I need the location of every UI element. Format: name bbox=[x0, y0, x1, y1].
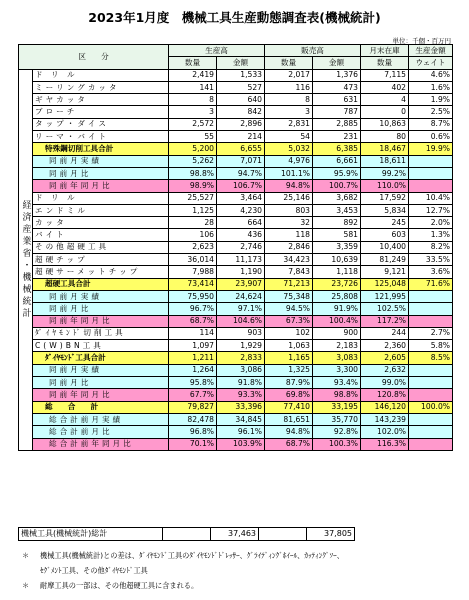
table-cell: 103.9% bbox=[217, 438, 265, 450]
table-row bbox=[19, 413, 453, 425]
grand-total-label: 機械工具(機械統計)総計 bbox=[19, 528, 163, 541]
row-label: 総合計前月実績 bbox=[33, 413, 169, 425]
table-cell: 2,896 bbox=[217, 118, 265, 130]
table-cell: 121,995 bbox=[361, 290, 409, 302]
table-cell: 73,414 bbox=[169, 278, 217, 290]
row-label: 総合計前年同月比 bbox=[33, 438, 169, 450]
table-row bbox=[19, 340, 453, 352]
table-cell: 106 bbox=[169, 229, 217, 241]
table-cell: 7,988 bbox=[169, 266, 217, 278]
header-sales: 販売高 bbox=[265, 45, 361, 57]
table-row bbox=[19, 266, 453, 278]
table-cell: 93.3% bbox=[217, 389, 265, 401]
table-cell: 2,846 bbox=[265, 241, 313, 253]
table-cell: 2.0% bbox=[409, 217, 453, 229]
table-cell: 3,464 bbox=[217, 192, 265, 204]
row-label: ﾀﾞｲﾔﾓﾝﾄﾞ切削工具 bbox=[33, 327, 169, 339]
table-cell: 640 bbox=[217, 94, 265, 106]
table-cell: 125,048 bbox=[361, 278, 409, 290]
table-row bbox=[19, 217, 453, 229]
table-cell: 87.9% bbox=[265, 377, 313, 389]
table-cell: 473 bbox=[313, 81, 361, 93]
table-cell: 1,125 bbox=[169, 204, 217, 216]
table-cell: 33,195 bbox=[313, 401, 361, 413]
table-row bbox=[19, 303, 453, 315]
table-cell: 106.7% bbox=[217, 180, 265, 192]
table-cell: 8.5% bbox=[409, 352, 453, 364]
row-label: 総合計前月比 bbox=[33, 426, 169, 438]
table-cell: 10,863 bbox=[361, 118, 409, 130]
row-label: ギヤカッタ bbox=[33, 94, 169, 106]
table-cell: 0 bbox=[361, 106, 409, 118]
table-cell: 23,907 bbox=[217, 278, 265, 290]
table-cell: 803 bbox=[265, 204, 313, 216]
table-cell: 1,533 bbox=[217, 69, 265, 81]
table-cell bbox=[409, 413, 453, 425]
table-cell bbox=[409, 438, 453, 450]
table-cell: 5,200 bbox=[169, 143, 217, 155]
row-label: ﾀﾞｲﾔﾓﾝﾄﾞ工具合計 bbox=[33, 352, 169, 364]
table-row bbox=[19, 278, 453, 290]
table-cell: 71.6% bbox=[409, 278, 453, 290]
row-label: カッタ bbox=[33, 217, 169, 229]
table-cell: 2,833 bbox=[217, 352, 265, 364]
table-cell: 1.9% bbox=[409, 94, 453, 106]
row-label: ブローチ bbox=[33, 106, 169, 118]
table-cell: 34,845 bbox=[217, 413, 265, 425]
table-cell: 19.9% bbox=[409, 143, 453, 155]
table-cell: 75,950 bbox=[169, 290, 217, 302]
table-row bbox=[19, 241, 453, 253]
table-cell: 143,239 bbox=[361, 413, 409, 425]
row-label: 同前月比 bbox=[33, 167, 169, 179]
grand-total-sales-amount: 37,805 bbox=[307, 528, 355, 541]
table-row bbox=[19, 81, 453, 93]
table-cell: 3,359 bbox=[313, 241, 361, 253]
table-cell: 3 bbox=[265, 106, 313, 118]
row-label: 同前月実績 bbox=[33, 155, 169, 167]
table-cell: 79,827 bbox=[169, 401, 217, 413]
table-cell: 527 bbox=[217, 81, 265, 93]
table-cell: 32 bbox=[265, 217, 313, 229]
table-cell: 5,032 bbox=[265, 143, 313, 155]
report-page: 2023年1月度 機械工具生産動態調査表(機械統計) 単位：千個・百万円 区 分 生産高 販売高 月末在庫 生産金額 数量 金額 数量 金額 数量 ウェイト 経済産業省・機械統計 ド リ ル 2,419 1,533 2,017 1,376 7,115 4.6% ミーリングカッタ 141 527 116 473 402 1.6% ギヤカッタ 8 640 8 631 4 1.9% ブローチ 3 842 3 787 0 2.5% タップ・ダイス 2,572 2,896 2,831 2,885 10,863 8.7% リーマ・バイト 55 214 54 231 80 0.6% 特殊鋼切削工具合計 5,200 6,655 5,032 6,385 18,467 19.9% 同前月実績 5,262 7,071 4,976 6,661 18,611 同前月比 98.8% 94.7% 101.1% 95.9% 99.2% 同前年同月比 98.9% 106.7% 94.8% 100.7% 110.0% ド リ ル 25,527 3,464 25,146 3,682 17,592 10.4% エンドミル 1,125 4,230 803 3,453 5,834 12.7% カッタ 28 664 32 892 245 2.0% バイト 106 436 118 581 603 1.3% その他超硬工具 2,623 2,746 2,846 3,359 10,400 8.2% 超硬チップ 36,014 11,173 34,423 10,639 81,249 33.5% 超硬サーメットチップ 7,988 1,190 7,843 1,118 9,121 3.6% 超硬工具合計 73,414 23,907 71,213 23,726 125,048 71.6% 同前月実績 75,950 24,624 75,348 25,808 121,995 同前月比 96.7% 97.1% 94.5% 91.9% 102.5% 同前年同月比 68.7% 104.6% 67.3% 100.4% 117.2% ﾀﾞｲﾔﾓﾝﾄﾞ切削工具 114 903 102 900 244 2.7% C(W)BN工具 1,097 1,929 1,063 2,183 2,360 5.8% ﾀﾞｲﾔﾓﾝﾄﾞ工具合計 1,211 2,833 1,165 3,083 2,605 8.5% 同前月実績 1,264 3,086 1,325 3,300 2,632 同前月比 95.8% 91.8% 87.9% 93.4% 99.0% 同前年同月比 67.7% 93.3% 69.8% 98.8% 120.8% 総 合 計 79,827 33,396 77,410 33,195 146,120 100.0% 総合計前月実績 82,478 34,845 81,651 35,770 143,239 総合計前月比 96.8% 96.1% 94.8% 92.8% 102.0% 総合計前年同月比 70.1% 103.9% 68.7% 100.3% 116.3% 機械工具(機械統計)総計 37,463 37,805 ＊ 機械工具(機械統計)との差は、ﾀﾞｲﾔﾓﾝﾄﾞ工具のﾀﾞｲﾔﾓﾝﾄﾞﾄﾞﾚｯｻｰ、ｸﾞﾗｲﾃﾞｨﾝｸﾞﾎｲｰﾙ、ｶｯﾃｨﾝｸﾞｿｰ、 ｾｸﾞﾒﾝﾄ工具、その他ﾀﾞｲﾔﾓﾝﾄﾞ工具 ＊ 耐摩工具の一部は、その他超硬工具に含まれる。 bbox=[0, 0, 469, 600]
table-cell: 0.6% bbox=[409, 131, 453, 143]
table-cell: 10.4% bbox=[409, 192, 453, 204]
table-cell: 81,651 bbox=[265, 413, 313, 425]
table-row bbox=[19, 426, 453, 438]
table-cell: 603 bbox=[361, 229, 409, 241]
table-cell: 94.5% bbox=[265, 303, 313, 315]
table-cell: 120.8% bbox=[361, 389, 409, 401]
table-cell: 146,120 bbox=[361, 401, 409, 413]
table-cell: 2,360 bbox=[361, 340, 409, 352]
table-cell: 6,385 bbox=[313, 143, 361, 155]
table-cell bbox=[409, 155, 453, 167]
table-cell: 903 bbox=[217, 327, 265, 339]
table-cell: 402 bbox=[361, 81, 409, 93]
row-label: ミーリングカッタ bbox=[33, 81, 169, 93]
header-inventory: 月末在庫 bbox=[361, 45, 409, 57]
table-row bbox=[19, 327, 453, 339]
table-cell: 5,834 bbox=[361, 204, 409, 216]
table-cell: 100.0% bbox=[409, 401, 453, 413]
table-row bbox=[19, 254, 453, 266]
table-cell: 100.7% bbox=[313, 180, 361, 192]
table-cell: 436 bbox=[217, 229, 265, 241]
row-label: 同前年同月比 bbox=[33, 389, 169, 401]
table-cell: 2.5% bbox=[409, 106, 453, 118]
table-cell: 4,976 bbox=[265, 155, 313, 167]
table-cell: 245 bbox=[361, 217, 409, 229]
row-label: リーマ・バイト bbox=[33, 131, 169, 143]
table-cell: 23,726 bbox=[313, 278, 361, 290]
row-label: 超硬チップ bbox=[33, 254, 169, 266]
table-cell: 11,173 bbox=[217, 254, 265, 266]
table-cell: 33.5% bbox=[409, 254, 453, 266]
header-weight: ウェイト bbox=[409, 57, 453, 69]
table-cell: 97.1% bbox=[217, 303, 265, 315]
table-cell: 5.8% bbox=[409, 340, 453, 352]
table-cell: 1,264 bbox=[169, 364, 217, 376]
table-row bbox=[19, 192, 453, 204]
table-cell bbox=[409, 303, 453, 315]
table-cell: 5,262 bbox=[169, 155, 217, 167]
table-cell: 8.2% bbox=[409, 241, 453, 253]
table-cell: 244 bbox=[361, 327, 409, 339]
row-label: ド リ ル bbox=[33, 69, 169, 81]
table-cell: 631 bbox=[313, 94, 361, 106]
table-cell: 7,115 bbox=[361, 69, 409, 81]
table-cell: 102.5% bbox=[361, 303, 409, 315]
table-row bbox=[19, 167, 453, 179]
table-cell: 3.6% bbox=[409, 266, 453, 278]
table-cell: 2,885 bbox=[313, 118, 361, 130]
table-cell: 1,929 bbox=[217, 340, 265, 352]
table-cell: 98.8% bbox=[169, 167, 217, 179]
table-cell: 1,063 bbox=[265, 340, 313, 352]
table-cell bbox=[409, 290, 453, 302]
table-cell: 1,325 bbox=[265, 364, 313, 376]
table-cell: 95.9% bbox=[313, 167, 361, 179]
header-qty: 数量 bbox=[361, 57, 409, 69]
header-weight-top: 生産金額 bbox=[409, 45, 453, 57]
side-label: 経済産業省・機械統計 bbox=[19, 69, 33, 450]
table-row bbox=[19, 204, 453, 216]
table-cell: 1,118 bbox=[313, 266, 361, 278]
table-row bbox=[19, 229, 453, 241]
row-label: 同前月比 bbox=[33, 377, 169, 389]
table-cell: 25,527 bbox=[169, 192, 217, 204]
table-cell: 96.7% bbox=[169, 303, 217, 315]
table-row bbox=[19, 389, 453, 401]
table-cell: 101.1% bbox=[265, 167, 313, 179]
table-row bbox=[19, 118, 453, 130]
table-row bbox=[19, 69, 453, 81]
row-label: 超硬工具合計 bbox=[33, 278, 169, 290]
table-cell bbox=[409, 180, 453, 192]
table-cell: 18,467 bbox=[361, 143, 409, 155]
row-label: ド リ ル bbox=[33, 192, 169, 204]
row-label: 同前年同月比 bbox=[33, 180, 169, 192]
table-cell: 110.0% bbox=[361, 180, 409, 192]
table-row bbox=[19, 131, 453, 143]
table-row bbox=[19, 352, 453, 364]
grand-total-table bbox=[18, 527, 355, 541]
row-label: C(W)BN工具 bbox=[33, 340, 169, 352]
table-cell: 2,183 bbox=[313, 340, 361, 352]
table-cell: 36,014 bbox=[169, 254, 217, 266]
table-cell: 231 bbox=[313, 131, 361, 143]
table-cell: 9,121 bbox=[361, 266, 409, 278]
table-cell: 6,655 bbox=[217, 143, 265, 155]
table-cell: 1,097 bbox=[169, 340, 217, 352]
table-cell: 581 bbox=[313, 229, 361, 241]
table-cell: 18,611 bbox=[361, 155, 409, 167]
page-title: 2023年1月度 機械工具生産動態調査表(機械統計) bbox=[88, 10, 381, 25]
table-cell: 93.4% bbox=[313, 377, 361, 389]
table-cell: 10,639 bbox=[313, 254, 361, 266]
table-cell: 4 bbox=[361, 94, 409, 106]
header-kubun: 区 分 bbox=[19, 45, 169, 70]
table-cell: 75,348 bbox=[265, 290, 313, 302]
table-cell: 96.8% bbox=[169, 426, 217, 438]
table-cell: 99.2% bbox=[361, 167, 409, 179]
table-cell: 92.8% bbox=[313, 426, 361, 438]
table-cell: 55 bbox=[169, 131, 217, 143]
table-cell bbox=[409, 426, 453, 438]
unit-label: 単位：千個・百万円 bbox=[392, 37, 451, 45]
table-cell: 94.8% bbox=[265, 426, 313, 438]
table-cell bbox=[409, 377, 453, 389]
table-row bbox=[19, 143, 453, 155]
table-cell: 1,376 bbox=[313, 69, 361, 81]
table-cell: 96.1% bbox=[217, 426, 265, 438]
table-cell: 35,770 bbox=[313, 413, 361, 425]
table-cell: 67.3% bbox=[265, 315, 313, 327]
row-label: 同前月比 bbox=[33, 303, 169, 315]
table-cell: 116.3% bbox=[361, 438, 409, 450]
row-label: その他超硬工具 bbox=[33, 241, 169, 253]
table-cell: 67.7% bbox=[169, 389, 217, 401]
table-cell: 2.7% bbox=[409, 327, 453, 339]
table-cell: 98.9% bbox=[169, 180, 217, 192]
table-cell: 7,071 bbox=[217, 155, 265, 167]
table-cell: 25,146 bbox=[265, 192, 313, 204]
table-cell: 3,300 bbox=[313, 364, 361, 376]
row-label: 特殊鋼切削工具合計 bbox=[33, 143, 169, 155]
table-cell: 842 bbox=[217, 106, 265, 118]
row-label: エンドミル bbox=[33, 204, 169, 216]
table-row bbox=[19, 106, 453, 118]
table-cell: 4,230 bbox=[217, 204, 265, 216]
table-cell: 95.8% bbox=[169, 377, 217, 389]
row-label: 同前月実績 bbox=[33, 290, 169, 302]
table-cell: 3 bbox=[169, 106, 217, 118]
table-cell: 12.7% bbox=[409, 204, 453, 216]
table-row bbox=[19, 401, 453, 413]
table-cell: 17,592 bbox=[361, 192, 409, 204]
table-cell: 104.6% bbox=[217, 315, 265, 327]
header-amount: 金額 bbox=[217, 57, 265, 69]
table-cell: 6,661 bbox=[313, 155, 361, 167]
table-cell: 1.3% bbox=[409, 229, 453, 241]
table-cell: 664 bbox=[217, 217, 265, 229]
table-cell: 10,400 bbox=[361, 241, 409, 253]
table-cell: 98.8% bbox=[313, 389, 361, 401]
table-cell: 54 bbox=[265, 131, 313, 143]
table-cell: 787 bbox=[313, 106, 361, 118]
table-cell: 2,017 bbox=[265, 69, 313, 81]
table-cell: 3,083 bbox=[313, 352, 361, 364]
table-cell: 102 bbox=[265, 327, 313, 339]
header-qty: 数量 bbox=[169, 57, 217, 69]
table-cell: 102.0% bbox=[361, 426, 409, 438]
table-cell: 8 bbox=[265, 94, 313, 106]
table-cell: 214 bbox=[217, 131, 265, 143]
table-cell: 117.2% bbox=[361, 315, 409, 327]
table-cell: 2,831 bbox=[265, 118, 313, 130]
header-qty: 数量 bbox=[265, 57, 313, 69]
header-amount: 金額 bbox=[313, 57, 361, 69]
table-cell: 8 bbox=[169, 94, 217, 106]
table-cell: 2,572 bbox=[169, 118, 217, 130]
row-label: 超硬サーメットチップ bbox=[33, 266, 169, 278]
table-cell: 1,190 bbox=[217, 266, 265, 278]
table-row bbox=[19, 364, 453, 376]
statistics-table bbox=[18, 44, 453, 451]
table-cell: 34,423 bbox=[265, 254, 313, 266]
table-cell: 94.8% bbox=[265, 180, 313, 192]
table-row bbox=[19, 290, 453, 302]
table-cell: 99.0% bbox=[361, 377, 409, 389]
row-label: タップ・ダイス bbox=[33, 118, 169, 130]
table-row bbox=[19, 438, 453, 450]
table-cell: 2,419 bbox=[169, 69, 217, 81]
table-cell: 24,624 bbox=[217, 290, 265, 302]
table-cell: 80 bbox=[361, 131, 409, 143]
table-cell: 3,682 bbox=[313, 192, 361, 204]
table-cell: 68.7% bbox=[265, 438, 313, 450]
row-label: 同前年同月比 bbox=[33, 315, 169, 327]
table-cell bbox=[409, 389, 453, 401]
table-cell: 94.7% bbox=[217, 167, 265, 179]
table-row bbox=[19, 94, 453, 106]
table-cell: 118 bbox=[265, 229, 313, 241]
table-cell: 892 bbox=[313, 217, 361, 229]
table-cell: 2,632 bbox=[361, 364, 409, 376]
table-cell: 25,808 bbox=[313, 290, 361, 302]
table-cell: 116 bbox=[265, 81, 313, 93]
grand-total-production-amount: 37,463 bbox=[211, 528, 259, 541]
table-cell: 68.7% bbox=[169, 315, 217, 327]
table-cell: 100.3% bbox=[313, 438, 361, 450]
table-cell: 2,605 bbox=[361, 352, 409, 364]
table-row bbox=[19, 315, 453, 327]
table-cell bbox=[409, 364, 453, 376]
table-cell: 1,165 bbox=[265, 352, 313, 364]
table-cell: 70.1% bbox=[169, 438, 217, 450]
table-cell: 1,211 bbox=[169, 352, 217, 364]
row-label: 同前月実績 bbox=[33, 364, 169, 376]
header-production: 生産高 bbox=[169, 45, 265, 57]
table-cell: 1.6% bbox=[409, 81, 453, 93]
table-cell bbox=[409, 167, 453, 179]
table-row bbox=[19, 377, 453, 389]
table-cell: 33,396 bbox=[217, 401, 265, 413]
table-cell: 8.7% bbox=[409, 118, 453, 130]
table-cell: 77,410 bbox=[265, 401, 313, 413]
table-cell: 28 bbox=[169, 217, 217, 229]
table-cell: 71,213 bbox=[265, 278, 313, 290]
table-cell: 7,843 bbox=[265, 266, 313, 278]
table-cell: 3,453 bbox=[313, 204, 361, 216]
table-cell: 81,249 bbox=[361, 254, 409, 266]
table-cell: 82,478 bbox=[169, 413, 217, 425]
table-cell: 4.6% bbox=[409, 69, 453, 81]
table-row bbox=[19, 180, 453, 192]
table-cell: 91.8% bbox=[217, 377, 265, 389]
table-cell: 114 bbox=[169, 327, 217, 339]
table-cell: 141 bbox=[169, 81, 217, 93]
table-row bbox=[19, 155, 453, 167]
table-cell: 91.9% bbox=[313, 303, 361, 315]
row-label: バイト bbox=[33, 229, 169, 241]
table-cell bbox=[409, 315, 453, 327]
table-cell: 2,623 bbox=[169, 241, 217, 253]
table-cell: 900 bbox=[313, 327, 361, 339]
table-cell: 100.4% bbox=[313, 315, 361, 327]
table-cell: 2,746 bbox=[217, 241, 265, 253]
row-label: 総 合 計 bbox=[33, 401, 169, 413]
table-cell: 3,086 bbox=[217, 364, 265, 376]
table-cell: 69.8% bbox=[265, 389, 313, 401]
